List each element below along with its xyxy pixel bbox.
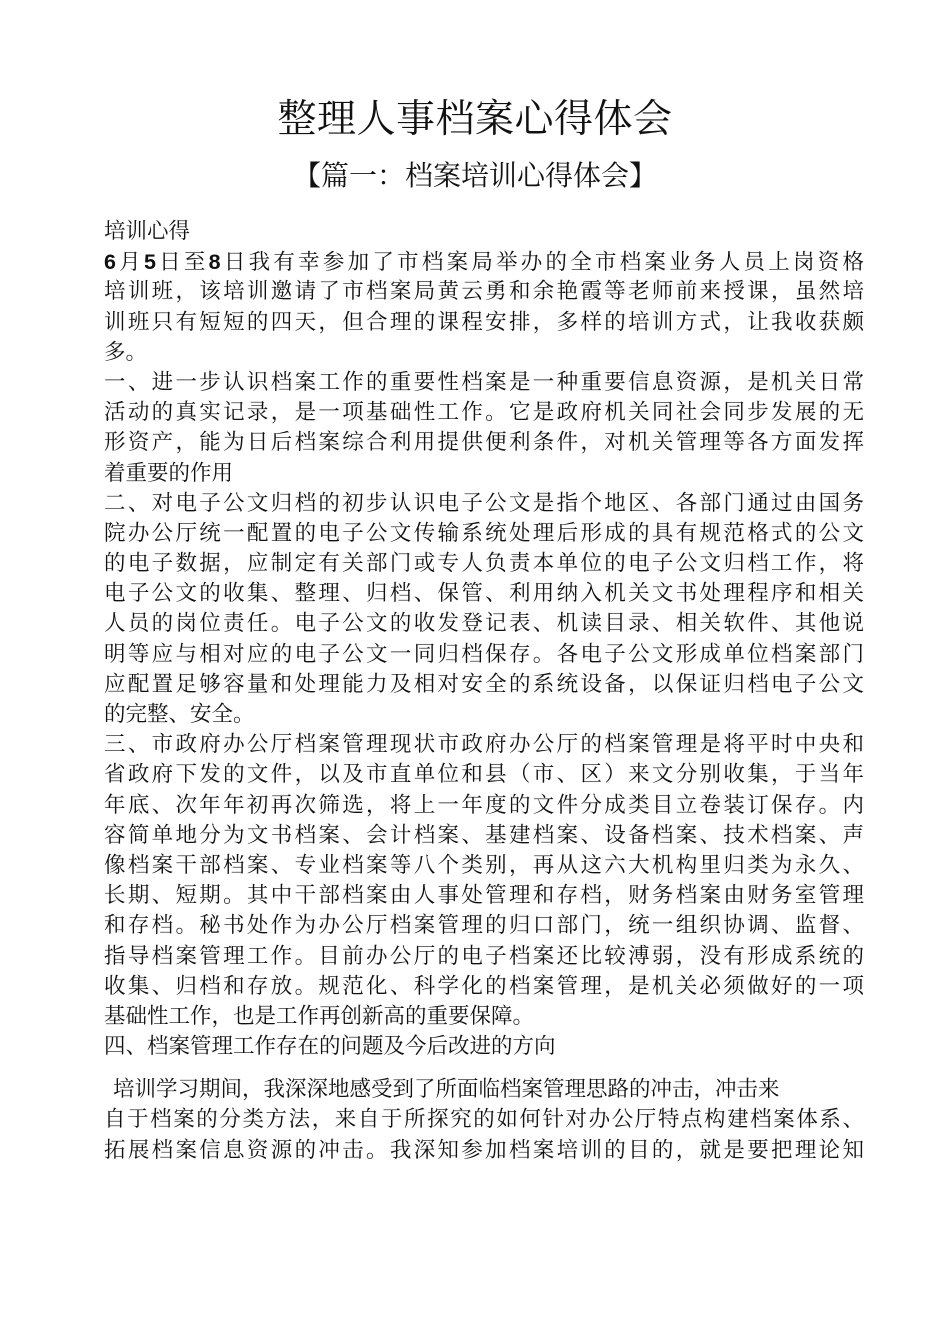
- text-line: 指导档案管理工作。目前办公厅的电子档案还比较溥弱，没有形成系统的: [104, 943, 864, 969]
- paragraph-gap: [104, 1062, 864, 1075]
- date-number: 8: [208, 250, 221, 275]
- document-title: 整理人事档案心得体会: [277, 97, 673, 142]
- text-line: 年底、次年年初再次筛选，将上一年度的文件分成类目立卷装订保存。内: [104, 792, 864, 818]
- text-line: 长期、短期。其中干部档案由人事处管理和存档，财务档案由财务室管理: [104, 883, 864, 909]
- text-line: 收集、归档和存放。规范化、科学化的档案管理，是机关必须做好的一项: [104, 973, 864, 999]
- date-number: 6: [104, 250, 116, 275]
- text-line: 像档案干部档案、专业档案等八个类别，再从这六大机构里归类为永久、: [104, 852, 864, 878]
- text-line: 基础性工作，也是工作再创新高的重要保障。: [104, 1003, 535, 1029]
- text-line: 院办公厅统一配置的电子公文传输系统处理后形成的具有规范格式的公文: [104, 520, 864, 546]
- text-line: 训班只有短短的四天，但合理的课程安排，多样的培训方式，让我收获颇: [104, 309, 864, 335]
- text-line: 自于档案的分类方法，来自于所探究的如何针对办公厅特点构建档案体系、: [104, 1107, 864, 1133]
- text-line: 二、对电子公文归档的初步认识电子公文是指个地区、各部门通过由国务: [104, 490, 864, 516]
- text-line: 形资产，能为日后档案综合利用提供便利条件，对机关管理等各方面发挥: [104, 430, 864, 456]
- text-line: 的电子数据，应制定有关部门或专人负责本单位的电子公文归档工作，将: [104, 551, 864, 577]
- text-line: 电子公文的收集、整理、归档、保管、利用纳入机关文书处理程序和相关: [104, 581, 864, 607]
- text-line: 培训班，该培训邀请了市档案局黄云勇和余艳霞等老师前来授课，虽然培: [104, 279, 864, 305]
- text-line: 省政府下发的文件，以及市直单位和县（市、区）来文分别收集，于当年: [104, 762, 864, 788]
- document-subtitle: 【篇一：档案培训心得体会】: [292, 159, 657, 192]
- text-line: 的完整、安全。: [104, 702, 255, 727]
- text-line: 多。: [104, 339, 148, 365]
- text-line: 活动的真实记录，是一项基础性工作。它是政府机关同社会同步发展的无: [104, 400, 864, 426]
- text-line: 6月5日至8日我有幸参加了市档案局举办的全市档案业务人员上岗资格: [104, 250, 864, 276]
- text-line: 培训学习期间，我深深地感受到了所面临档案管理思路的冲击，冲击来: [113, 1077, 780, 1103]
- date-number: 5: [143, 250, 156, 275]
- text-line: 拓展档案信息资源的冲击。我深知参加档案培训的目的，就是要把理论知: [104, 1137, 864, 1163]
- text-line: 四、档案管理工作存在的问题及今后改进的方向: [104, 1034, 556, 1060]
- text-line: 着重要的作用: [104, 460, 234, 486]
- text-line: 应配置足够容量和处理能力及相对安全的系统设备，以保证归档电子公文: [104, 671, 864, 697]
- text-line: 明等应与相对应的电子公文一同归档保存。各电子公文形成单位档案部门: [104, 641, 864, 667]
- text-line: 培训心得: [104, 219, 191, 244]
- text-line: 三、市政府办公厅档案管理现状市政府办公厅的档案管理是将平时中央和: [104, 732, 864, 758]
- document-body: [104, 217, 864, 1166]
- text-line: 和存档。秘书处作为办公厅档案管理的归口部门，统一组织协调、监督、: [104, 913, 864, 939]
- text-line: 容简单地分为文书档案、会计档案、基建档案、设备档案、技术档案、声: [104, 822, 864, 848]
- text-line: 人员的岗位责任。电子公文的收发登记表、机读目录、相关软件、其他说: [104, 611, 864, 637]
- text-line: 一、进一步认识档案工作的重要性档案是一种重要信息资源，是机关日常: [104, 369, 864, 395]
